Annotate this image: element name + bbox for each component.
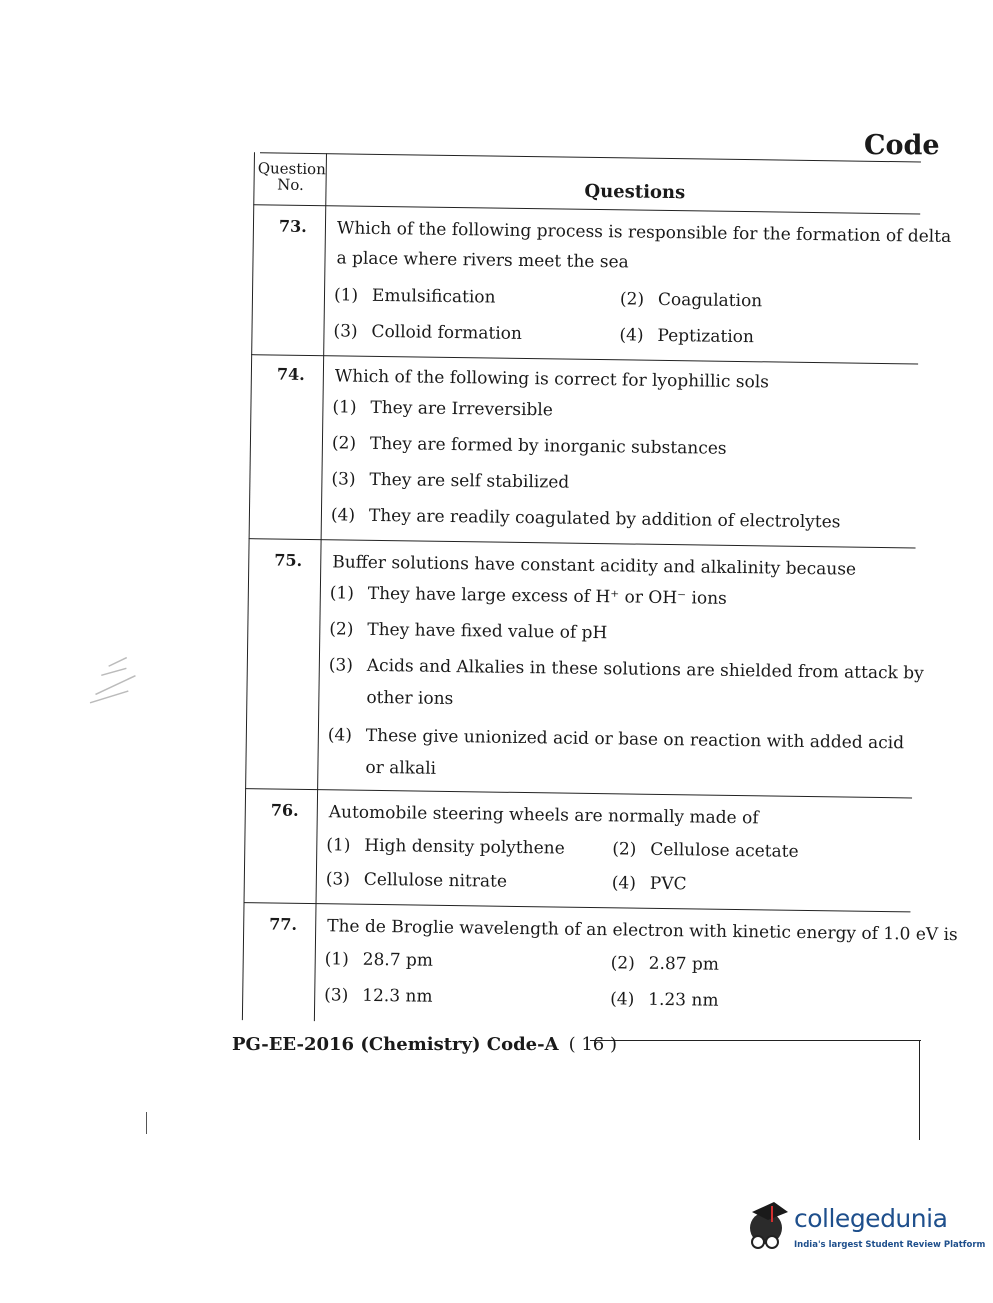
option-76-2 xyxy=(612,839,799,862)
question-text-line: Buffer solutions have constant acidity and alkalinity because xyxy=(332,552,857,580)
option-74-2 xyxy=(332,433,727,459)
option-73-1 xyxy=(334,285,496,307)
option-75-3 xyxy=(328,649,924,721)
option-77-2 xyxy=(611,953,720,975)
option-text: or alkali xyxy=(365,757,437,779)
brand-tagline: India's largest Student Review Platform xyxy=(794,1240,986,1250)
option-number: (1) xyxy=(333,285,359,306)
option-number: (3) xyxy=(331,469,356,490)
mascot-icon xyxy=(738,1198,794,1258)
question-number-76: 76. xyxy=(270,800,299,820)
exam-code: PG-EE-2016 (Chemistry) Code-A xyxy=(232,1034,559,1055)
margin-tick xyxy=(146,1112,147,1134)
option-number: (4) xyxy=(327,725,353,746)
option-number: (3) xyxy=(325,869,351,890)
option-text: They are readily coagulated by addition of electrolytes xyxy=(368,505,841,533)
brand-wordmark: collegedunia xyxy=(794,1204,948,1233)
option-text: Colloid formation xyxy=(371,321,523,344)
option-number: (3) xyxy=(333,321,358,342)
question-number-75: 75. xyxy=(274,550,303,570)
option-number: (3) xyxy=(324,985,349,1006)
option-text: 12.3 nm xyxy=(362,985,433,1007)
option-number: (2) xyxy=(610,953,635,974)
right-margin-line xyxy=(919,1040,920,1140)
option-text: 2.87 pm xyxy=(648,953,720,975)
question-text-76 xyxy=(329,797,908,835)
question-text-75 xyxy=(332,547,911,585)
header-rule xyxy=(260,152,921,162)
option-text: other ions xyxy=(366,687,454,710)
option-74-3 xyxy=(331,469,569,492)
option-77-3 xyxy=(324,985,433,1007)
option-75-1 xyxy=(330,583,727,609)
question-number-77: 77. xyxy=(269,914,298,934)
option-75-2 xyxy=(329,619,607,643)
option-77-4 xyxy=(610,989,719,1011)
option-number: (1) xyxy=(324,949,349,970)
question-table xyxy=(228,152,958,1029)
option-text: Acids and Alkalies in these solutions are shielded from attack by xyxy=(366,655,924,684)
option-text: They are formed by inorganic substances xyxy=(369,433,727,459)
question-text-74 xyxy=(335,361,914,399)
option-text: PVC xyxy=(649,873,687,895)
option-text: They are self stabilized xyxy=(369,469,570,493)
option-text: Emulsification xyxy=(371,285,496,308)
col-header-questions: Questions xyxy=(584,180,686,204)
option-number: (1) xyxy=(332,397,357,418)
option-text: Cellulose acetate xyxy=(650,839,799,862)
option-76-4 xyxy=(612,873,687,894)
question-text-line: Automobile steering wheels are normally made of xyxy=(328,802,759,829)
option-text: High density polythene xyxy=(364,835,565,859)
option-73-3 xyxy=(333,321,522,344)
option-number: (2) xyxy=(331,433,357,454)
question-text-77 xyxy=(327,911,958,949)
option-text: Coagulation xyxy=(657,289,763,312)
option-text: They have fixed value of pH xyxy=(367,619,608,644)
option-77-1 xyxy=(325,949,434,971)
faded-stamp-marks xyxy=(39,645,153,736)
option-number: (4) xyxy=(610,989,635,1010)
option-number: (2) xyxy=(619,289,645,310)
footer-rule xyxy=(590,1040,921,1041)
question-text-line: a place where rivers meet the sea xyxy=(336,248,629,273)
code-label: Code xyxy=(864,130,940,161)
page-footer xyxy=(232,1034,617,1055)
option-number: (3) xyxy=(328,655,354,676)
question-text-line: The de Broglie wavelength of an electron with kinetic energy of 1.0 eV is xyxy=(327,916,958,946)
question-text-line: Which of the following process is responsible for the formation of delta xyxy=(336,218,952,247)
option-number: (1) xyxy=(329,583,355,604)
option-73-4 xyxy=(619,325,754,347)
option-text: These give unionized acid or base on reaction with added acid xyxy=(365,725,905,754)
option-number: (2) xyxy=(329,619,354,640)
option-text: 1.23 nm xyxy=(648,989,719,1011)
question-text-73 xyxy=(336,213,952,281)
collegedunia-logo xyxy=(738,1198,986,1258)
option-text: 28.7 pm xyxy=(362,949,434,971)
question-number-74: 74. xyxy=(276,364,305,384)
option-text: They have large excess of H⁺ or OH⁻ ions xyxy=(367,583,727,609)
option-number: (4) xyxy=(330,505,356,526)
col-header-question-no: Question No. xyxy=(257,159,326,194)
option-number: (1) xyxy=(326,835,351,856)
column-divider xyxy=(314,153,327,1021)
option-number: (4) xyxy=(611,873,637,894)
option-75-4 xyxy=(327,719,909,791)
option-76-1 xyxy=(326,835,565,858)
option-73-2 xyxy=(620,289,762,311)
option-number: (4) xyxy=(619,325,644,346)
page-number: ( 16 ) xyxy=(568,1034,617,1055)
option-text: They are Irreversible xyxy=(370,397,554,421)
option-number: (2) xyxy=(612,839,637,860)
option-74-1 xyxy=(332,397,553,420)
table-left-border xyxy=(242,152,255,1020)
faded-stamp xyxy=(39,645,153,736)
question-number-73: 73. xyxy=(278,216,307,236)
option-text: Cellulose nitrate xyxy=(363,869,508,892)
option-74-4 xyxy=(331,505,841,532)
option-76-3 xyxy=(326,869,507,892)
option-text: Peptization xyxy=(657,325,755,348)
question-text-line: Which of the following is correct for lyophillic sols xyxy=(334,366,770,393)
